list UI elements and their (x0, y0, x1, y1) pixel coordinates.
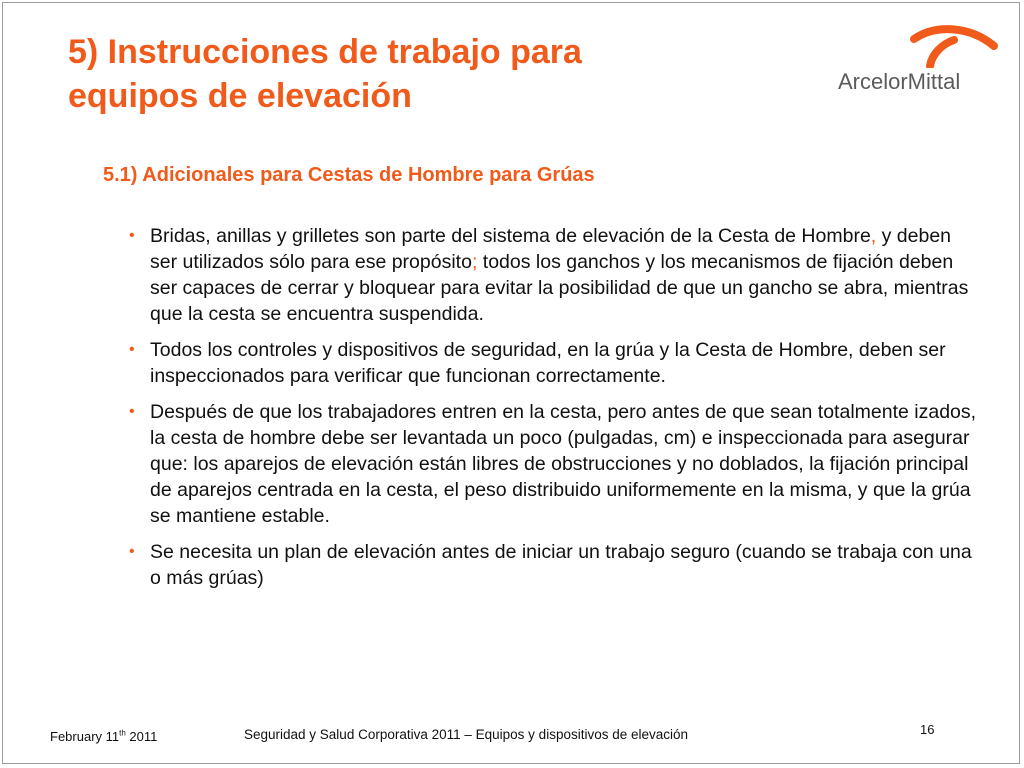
footer-date-superscript: th (119, 728, 126, 738)
bullet-marker: • (129, 403, 135, 420)
footer-title: Seguridad y Salud Corporativa 2011 – Equipos y dispositivos de elevación (244, 727, 689, 742)
arcelormittal-orange-arcs-icon (908, 22, 1002, 68)
bullet-marker: • (129, 543, 135, 560)
logo-wordmark: ArcelorMittal (838, 69, 961, 94)
page-number: 16 (920, 722, 935, 737)
bullet-2-text: Todos los controles y dispositivos de seguridad, en la grúa y la Cesta de Hombre, deben ser inspeccionados para verificar que funcionan correctamente. (150, 339, 946, 387)
slide-title-line-2: equipos de elevación (68, 77, 412, 115)
footer-date-year: 2011 (125, 729, 158, 744)
section-subtitle: 5.1) Adicionales para Cestas de Hombre para Grúas (103, 164, 595, 186)
bullet-item-4 (128, 539, 978, 591)
bullet-1-text-part-2: y deben ser utilizados sólo para ese propósito (150, 225, 952, 273)
bullet-1-separator-comma: , (870, 225, 877, 247)
bullet-1-text-part-1: Bridas, anillas y grilletes son parte del sistema de elevación de la Cesta de Hombre (150, 225, 871, 247)
footer-date-prefix: February 11 (50, 729, 120, 744)
bullet-3-text: Después de que los trabajadores entren en la cesta, pero antes de que sean totalmente izados, la cesta de hombre debe ser levantada un poco (pulgadas, cm) e inspeccionada para asegurar que: los aparejos de elevación están libres de obstrucciones y no doblados, la fijación principal de aparejos centrada en la cesta, el peso distribuido uniformemente en la misma, y que la grúa se mantiene estable. (150, 401, 977, 527)
bullet-marker: • (129, 341, 135, 358)
bullet-1-separator-semicolon: ; (471, 251, 478, 273)
arcelormittal-logo (838, 20, 988, 100)
bullet-item-1 (128, 223, 978, 327)
footer-date (50, 729, 157, 745)
bullet-item-2 (128, 337, 978, 389)
bullet-marker: • (129, 227, 135, 244)
slide-title-line-1: 5) Instrucciones de trabajo para (68, 33, 582, 71)
bullet-item-3 (128, 399, 978, 529)
bullet-list (128, 223, 978, 591)
bullet-4-text: Se necesita un plan de elevación antes de iniciar un trabajo seguro (cuando se trabaja con una o más grúas) (150, 541, 972, 589)
bullet-1-text-part-3: todos los ganchos y los mecanismos de fijación deben ser capaces de cerrar y bloquear para evitar la posibilidad de que un gancho se abra, mientras que la cesta se encuentra suspendida. (150, 251, 969, 325)
slide-title (68, 30, 748, 118)
